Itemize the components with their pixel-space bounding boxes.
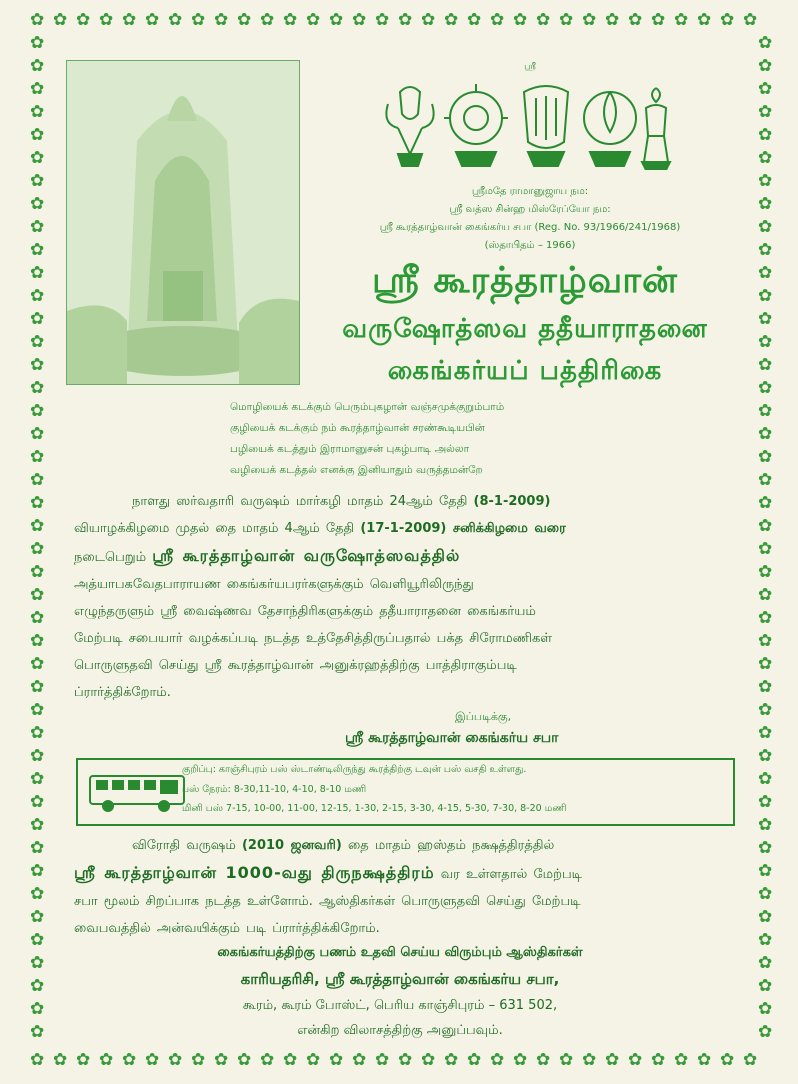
border-flower-icon: ✿ (260, 1050, 275, 1070)
border-flower-icon: ✿ (674, 1050, 689, 1070)
border-flower-icon: ✿ (30, 1050, 45, 1070)
border-flower-icon: ✿ (30, 194, 45, 214)
start-date: (8-1-2009) (473, 494, 551, 509)
border-flower-icon: ✿ (76, 1050, 91, 1070)
footer-secretary: காரியதரிசி, ஸ்ரீ கூரத்தாழ்வான் கைங்கர்ய சபா, (240, 970, 560, 988)
border-flower-icon: ✿ (758, 148, 773, 168)
border-flower-icon: ✿ (758, 516, 773, 536)
border-flower-icon: ✿ (329, 10, 344, 30)
border-flower-icon: ✿ (30, 884, 45, 904)
border-flower-icon: ✿ (758, 125, 773, 145)
border-flower-icon: ✿ (30, 654, 45, 674)
title-utsavam: வருஷோத்ஸவ ததீயாராதனை (342, 314, 708, 344)
border-flower-icon: ✿ (513, 10, 528, 30)
bus-timings: பஸ் நேரம்: 8-30,11-10, 4-10, 8-10 மணி (182, 784, 367, 795)
verse-line: பழியைக் கடத்தும் இராமானுசன் புகழ்பாடி அல்லா (230, 443, 470, 455)
invocation-line-2: ஸ்ரீ வத்ஸ சின்ஹ மிஸ்ரேப்யோ நம: (449, 204, 611, 215)
centenary-line-1: விரோதி வருஷம் (132, 838, 236, 853)
border-flower-icon: ✿ (30, 424, 45, 444)
verse-line: குழியைக் கடக்கும் நம் கூரத்தாழ்வான் சரண்கூடியபின் (230, 422, 485, 434)
border-flower-icon: ✿ (30, 815, 45, 835)
border-flower-icon: ✿ (758, 930, 773, 950)
border-flower-icon: ✿ (30, 378, 45, 398)
header-sri: ஸ்ரீ (524, 62, 536, 72)
border-flower-icon: ✿ (30, 102, 45, 122)
established-year: (ஸ்தாபிதம் – 1966) (484, 240, 576, 251)
border-flower-icon: ✿ (30, 562, 45, 582)
border-flower-icon: ✿ (30, 769, 45, 789)
border-flower-icon: ✿ (30, 79, 45, 99)
border-flower-icon: ✿ (30, 33, 45, 53)
border-flower-icon: ✿ (30, 539, 45, 559)
border-flower-icon: ✿ (30, 56, 45, 76)
bus-icon (88, 772, 188, 816)
border-flower-icon: ✿ (30, 723, 45, 743)
border-flower-icon: ✿ (743, 10, 758, 30)
footer-address: கூரம், கூரம் போஸ்ட், பெரிய காஞ்சிபுரம் – 631 502, (242, 998, 558, 1013)
border-flower-icon: ✿ (53, 1050, 68, 1070)
border-flower-icon: ✿ (30, 838, 45, 858)
appeal-line-3: நடைபெறும் (74, 550, 147, 565)
border-flower-icon: ✿ (720, 1050, 735, 1070)
border-flower-icon: ✿ (329, 1050, 344, 1070)
border-flower-icon: ✿ (758, 217, 773, 237)
border-flower-icon: ✿ (758, 263, 773, 283)
border-flower-icon: ✿ (30, 700, 45, 720)
border-flower-icon: ✿ (191, 1050, 206, 1070)
border-flower-icon: ✿ (260, 10, 275, 30)
border-flower-icon: ✿ (30, 309, 45, 329)
border-flower-icon: ✿ (758, 654, 773, 674)
border-flower-icon: ✿ (758, 102, 773, 122)
border-flower-icon: ✿ (758, 976, 773, 996)
border-flower-icon: ✿ (758, 562, 773, 582)
border-flower-icon: ✿ (758, 470, 773, 490)
minibus-timings: மினி பஸ் 7-15, 10-00, 11-00, 12-15, 1-30, 2-15, 3-30, 4-15, 5-30, 7-30, 8-20 மணி (182, 803, 567, 814)
border-flower-icon: ✿ (168, 10, 183, 30)
border-flower-icon: ✿ (99, 1050, 114, 1070)
border-flower-icon: ✿ (758, 700, 773, 720)
utsavam-highlight: ஸ்ரீ கூரத்தாழ்வான் வருஷோத்ஸவத்தில் (152, 546, 461, 565)
border-flower-icon: ✿ (758, 378, 773, 398)
border-flower-icon: ✿ (758, 884, 773, 904)
border-flower-icon: ✿ (758, 493, 773, 513)
border-flower-icon: ✿ (398, 1050, 413, 1070)
border-flower-icon: ✿ (758, 953, 773, 973)
sabha-registration: ஸ்ரீ கூரத்தாழ்வான் கைங்கர்ய சபா (Reg. No. 93/1966/241/1968) (379, 222, 681, 233)
border-flower-icon: ✿ (53, 10, 68, 30)
border-flower-icon: ✿ (76, 10, 91, 30)
border-flower-icon: ✿ (99, 10, 114, 30)
border-flower-icon: ✿ (758, 585, 773, 605)
border-flower-icon: ✿ (758, 424, 773, 444)
end-date: (17-1-2009) சனிக்கிழமை வரை (360, 521, 566, 536)
border-flower-icon: ✿ (30, 1022, 45, 1042)
border-flower-icon: ✿ (30, 493, 45, 513)
centenary-star: தை மாதம் ஹஸ்தம் நக்ஷத்திரத்தில் (347, 838, 555, 853)
title-patrikai: கைங்கர்யப் பத்திரிகை (387, 356, 663, 386)
border-flower-icon: ✿ (758, 286, 773, 306)
border-flower-icon: ✿ (283, 1050, 298, 1070)
border-flower-icon: ✿ (30, 976, 45, 996)
signature-sabha: ஸ்ரீ கூரத்தாழ்வான் கைங்கர்ய சபா (345, 730, 559, 746)
border-flower-icon: ✿ (444, 10, 459, 30)
appeal-line-8: ப்ரார்த்திக்றோம். (74, 685, 171, 700)
border-flower-icon: ✿ (758, 194, 773, 214)
border-flower-icon: ✿ (490, 1050, 505, 1070)
appeal-paragraph (74, 488, 734, 706)
border-flower-icon: ✿ (191, 10, 206, 30)
border-flower-icon: ✿ (30, 907, 45, 927)
footer-line-1: கைங்கர்யத்திற்கு பணம் உதவி செய்ய விரும்பும் ஆஸ்திகர்கள் (217, 945, 583, 960)
border-flower-icon: ✿ (421, 1050, 436, 1070)
page-title: ஸ்ரீ கூரத்தாழ்வான் (372, 260, 678, 301)
border-flower-icon: ✿ (758, 171, 773, 191)
border-flower-icon: ✿ (758, 723, 773, 743)
border-flower-icon: ✿ (536, 10, 551, 30)
border-flower-icon: ✿ (758, 79, 773, 99)
centenary-line-3: சபா மூலம் சிறப்பாக நடத்த உள்ளோம். ஆஸ்திகர்கள் பொருளுதவி செய்து மேற்படி (74, 894, 581, 909)
border-flower-icon: ✿ (30, 447, 45, 467)
footer-line-4: என்கிற விலாசத்திற்கு அனுப்பவும். (297, 1023, 503, 1038)
border-flower-icon: ✿ (122, 10, 137, 30)
border-flower-icon: ✿ (145, 10, 160, 30)
border-flower-icon: ✿ (30, 746, 45, 766)
border-flower-icon: ✿ (758, 999, 773, 1019)
border-flower-icon: ✿ (758, 355, 773, 375)
border-flower-icon: ✿ (30, 10, 45, 30)
border-flower-icon: ✿ (490, 10, 505, 30)
border-flower-icon: ✿ (214, 1050, 229, 1070)
border-flower-icon: ✿ (30, 148, 45, 168)
ippadikku: இப்படிக்கு, (455, 710, 512, 723)
border-flower-icon: ✿ (758, 401, 773, 421)
border-flower-icon: ✿ (513, 1050, 528, 1070)
border-flower-icon: ✿ (467, 1050, 482, 1070)
bus-note: குறிப்பு: காஞ்சிபுரம் பஸ் ஸ்டாண்டிலிருந்து கூரத்திற்கு டவுன் பஸ் வசதி உள்ளது. (182, 764, 527, 775)
centenary-date: (2010 ஜனவரி) (241, 838, 342, 853)
border-flower-icon: ✿ (421, 10, 436, 30)
border-flower-icon: ✿ (697, 1050, 712, 1070)
border-flower-icon: ✿ (758, 539, 773, 559)
centenary-line-4: வைபவத்தில் அன்வயிக்கும் படி ப்ரார்த்திக்கிறோம். (74, 921, 380, 936)
border-flower-icon: ✿ (559, 1050, 574, 1070)
border-flower-icon: ✿ (214, 10, 229, 30)
border-flower-icon: ✿ (30, 125, 45, 145)
verse-line: வழியைக் கடத்தல் எனக்கு இனியாதும் வருத்தமன்றே (230, 464, 483, 476)
border-flower-icon: ✿ (375, 1050, 390, 1070)
border-flower-icon: ✿ (30, 792, 45, 812)
border-flower-icon: ✿ (758, 792, 773, 812)
border-flower-icon: ✿ (758, 1022, 773, 1042)
verse-line: மொழியைக் கடக்கும் பெரும்புகழான் வஞ்சமுக்குறும்பாம் (230, 401, 505, 413)
border-flower-icon: ✿ (758, 769, 773, 789)
border-flower-icon: ✿ (30, 286, 45, 306)
border-flower-icon: ✿ (398, 10, 413, 30)
border-flower-icon: ✿ (375, 10, 390, 30)
border-flower-icon: ✿ (283, 10, 298, 30)
temple-vimanam-photo (66, 60, 300, 385)
border-flower-icon: ✿ (758, 332, 773, 352)
border-flower-icon: ✿ (559, 10, 574, 30)
appeal-line-6: மேற்படி சபையார் வழக்கப்படி நடத்த உத்தேசித்திருப்பதால் பக்த சிரோமணிகள் (74, 631, 553, 646)
border-flower-icon: ✿ (30, 677, 45, 697)
border-flower-icon: ✿ (582, 10, 597, 30)
border-flower-icon: ✿ (758, 631, 773, 651)
border-flower-icon: ✿ (467, 10, 482, 30)
border-flower-icon: ✿ (30, 217, 45, 237)
appeal-line-1: நாளது ஸர்வதாரி வருஷம் மார்கழி மாதம் 24ஆம் தேதி (132, 494, 468, 509)
border-flower-icon: ✿ (628, 10, 643, 30)
border-flower-icon: ✿ (758, 838, 773, 858)
border-flower-icon: ✿ (168, 1050, 183, 1070)
border-flower-icon: ✿ (758, 33, 773, 53)
border-flower-icon: ✿ (352, 10, 367, 30)
centenary-paragraph (74, 832, 734, 942)
invocation-line-1: ஸ்ரீமதே ராமானுஜாய நம: (471, 186, 589, 197)
border-flower-icon: ✿ (444, 1050, 459, 1070)
border-flower-icon: ✿ (758, 608, 773, 628)
border-flower-icon: ✿ (30, 585, 45, 605)
border-flower-icon: ✿ (758, 907, 773, 927)
border-flower-icon: ✿ (30, 263, 45, 283)
border-flower-icon: ✿ (30, 999, 45, 1019)
border-flower-icon: ✿ (758, 240, 773, 260)
border-flower-icon: ✿ (30, 953, 45, 973)
border-flower-icon: ✿ (536, 1050, 551, 1070)
border-flower-icon: ✿ (30, 861, 45, 881)
border-flower-icon: ✿ (30, 240, 45, 260)
deity-emblems-icon (372, 78, 692, 170)
appeal-line-7: பொருளுதவி செய்து ஸ்ரீ கூரத்தாழ்வான் அனுக்ரஹத்திற்கு பாத்திராகும்படி (74, 658, 517, 673)
border-flower-icon: ✿ (306, 10, 321, 30)
border-flower-icon: ✿ (122, 1050, 137, 1070)
border-flower-icon: ✿ (30, 355, 45, 375)
border-flower-icon: ✿ (30, 401, 45, 421)
appeal-line-5: எழுந்தருளும் ஸ்ரீ வைஷ்ணவ தேசாந்திரிகளுக்கும் ததீயாராதனை கைங்கர்யம் (74, 604, 536, 619)
border-flower-icon: ✿ (30, 470, 45, 490)
border-flower-icon: ✿ (582, 1050, 597, 1070)
border-flower-icon: ✿ (758, 746, 773, 766)
border-flower-icon: ✿ (651, 10, 666, 30)
border-flower-icon: ✿ (743, 1050, 758, 1070)
border-flower-icon: ✿ (237, 10, 252, 30)
border-flower-icon: ✿ (306, 1050, 321, 1070)
border-flower-icon: ✿ (352, 1050, 367, 1070)
border-flower-icon: ✿ (30, 516, 45, 536)
border-flower-icon: ✿ (237, 1050, 252, 1070)
border-flower-icon: ✿ (30, 608, 45, 628)
border-flower-icon: ✿ (758, 861, 773, 881)
border-flower-icon: ✿ (30, 930, 45, 950)
border-flower-icon: ✿ (145, 1050, 160, 1070)
border-flower-icon: ✿ (758, 56, 773, 76)
border-flower-icon: ✿ (651, 1050, 666, 1070)
border-flower-icon: ✿ (605, 1050, 620, 1070)
appeal-line-4: அத்யாபகவேதபாராயண கைங்கர்யபரர்களுக்கும் வெளியூரிலிருந்து (74, 577, 474, 592)
border-flower-icon: ✿ (605, 10, 620, 30)
centenary-line-2: வர உள்ளதால் மேற்படி (440, 867, 583, 882)
border-flower-icon: ✿ (697, 10, 712, 30)
border-flower-icon: ✿ (30, 332, 45, 352)
border-flower-icon: ✿ (720, 10, 735, 30)
border-flower-icon: ✿ (628, 1050, 643, 1070)
border-flower-icon: ✿ (758, 677, 773, 697)
border-flower-icon: ✿ (30, 171, 45, 191)
thousandth-highlight: ஸ்ரீ கூரத்தாழ்வான் 1000-வது திருநக்ஷத்திரம் (74, 863, 435, 882)
border-flower-icon: ✿ (758, 309, 773, 329)
verse-block (230, 397, 690, 481)
border-flower-icon: ✿ (674, 10, 689, 30)
appeal-line-2: வியாழக்கிழமை முதல் தை மாதம் 4ஆம் தேதி (74, 521, 355, 536)
border-flower-icon: ✿ (758, 447, 773, 467)
border-flower-icon: ✿ (30, 631, 45, 651)
border-flower-icon: ✿ (758, 815, 773, 835)
